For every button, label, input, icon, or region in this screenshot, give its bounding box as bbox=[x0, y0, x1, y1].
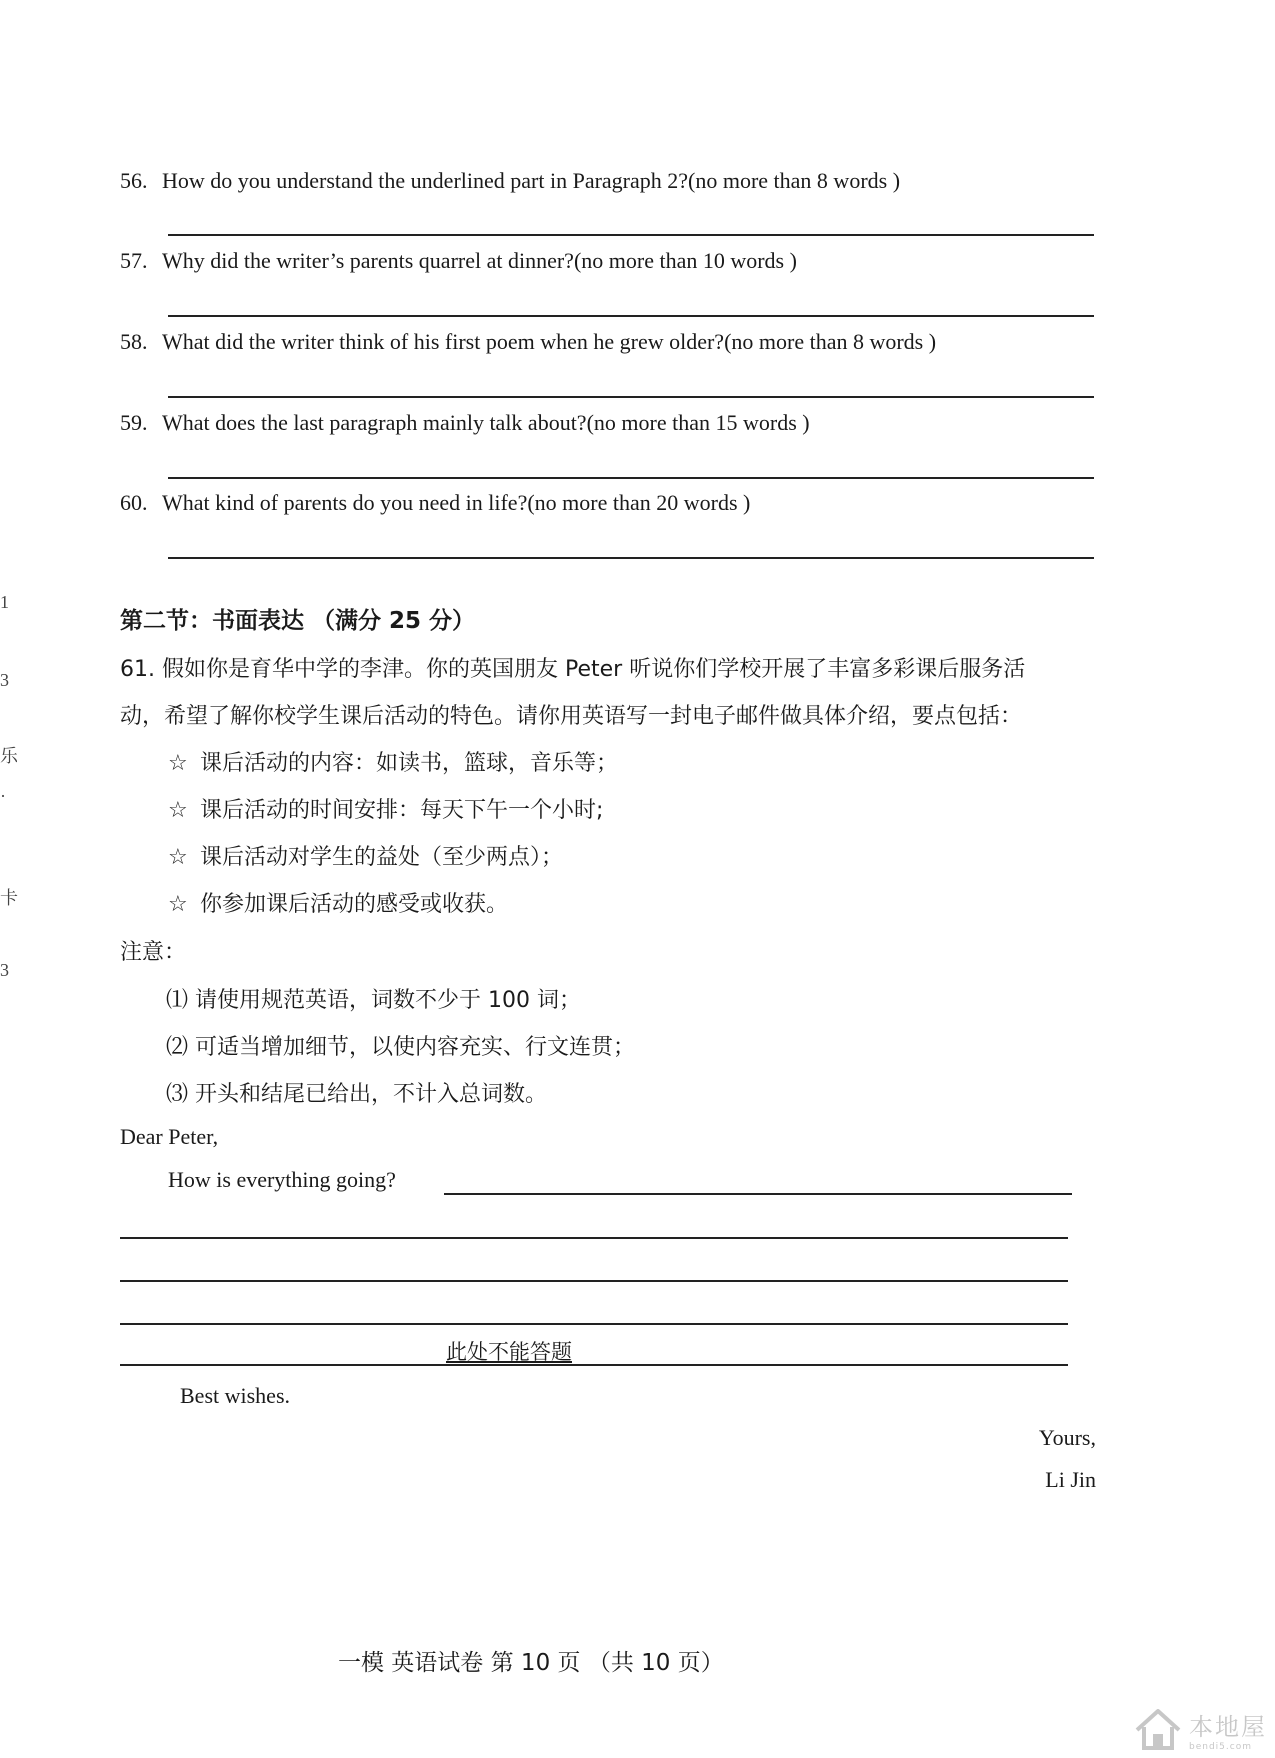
writing-line[interactable] bbox=[120, 1364, 1068, 1366]
writing-line[interactable] bbox=[120, 1323, 1068, 1325]
note-item: ⑵ 可适当增加细节，以使内容充实、行文连贯； bbox=[166, 1035, 635, 1060]
question-number: 58. bbox=[120, 329, 148, 354]
watermark-url: bendi5.com bbox=[1189, 1741, 1252, 1752]
answer-line-60[interactable] bbox=[168, 557, 1094, 559]
watermark-brand: 本地屋 bbox=[1189, 1712, 1267, 1741]
question-number: 60. bbox=[120, 490, 148, 515]
margin-mark: 3 bbox=[0, 960, 9, 980]
question-text: What did the writer think of his first poem when he grew older?(no more than 8 words ) bbox=[162, 329, 937, 354]
answer-line-56[interactable] bbox=[168, 234, 1094, 236]
question-text: Why did the writer’s parents quarrel at dinner?(no more than 10 words ) bbox=[162, 248, 797, 273]
star-icon: ☆ bbox=[168, 892, 188, 917]
star-icon: ☆ bbox=[168, 751, 188, 776]
question-number: 56. bbox=[120, 168, 148, 193]
question-57 bbox=[120, 248, 797, 274]
letter-salutation: Dear Peter, bbox=[120, 1124, 219, 1149]
answer-line-59[interactable] bbox=[168, 477, 1094, 479]
question-text: What does the last paragraph mainly talk about?(no more than 15 words ) bbox=[162, 410, 810, 435]
star-icon: ☆ bbox=[168, 798, 188, 823]
question-56 bbox=[120, 168, 900, 194]
letter-name: Li Jin bbox=[1045, 1467, 1096, 1492]
note-item: ⑴ 请使用规范英语，词数不少于 100 词； bbox=[166, 988, 581, 1013]
question-60 bbox=[120, 490, 750, 516]
margin-mark: 3 bbox=[0, 670, 9, 690]
margin-mark: 1 bbox=[0, 592, 9, 612]
question-text: How do you understand the underlined part in Paragraph 2?(no more than 8 words ) bbox=[162, 168, 901, 193]
house-logo-icon bbox=[1133, 1706, 1183, 1752]
margin-mark: 乐 bbox=[0, 746, 18, 766]
letter-closing: Best wishes. bbox=[180, 1383, 290, 1408]
question-58 bbox=[120, 329, 936, 355]
no-answer-notice: 此处不能答题 bbox=[446, 1340, 572, 1364]
letter-opening: How is everything going? bbox=[168, 1167, 396, 1192]
point-item: ☆ 课后活动的时间安排：每天下午一个小时; bbox=[168, 798, 604, 823]
answer-line-58[interactable] bbox=[168, 396, 1094, 398]
note-item: ⑶ 开头和结尾已给出，不计入总词数。 bbox=[166, 1082, 547, 1107]
margin-mark: 卡 bbox=[0, 888, 18, 908]
prompt-line-2: 动，希望了解你校学生课后活动的特色。请你用英语写一封电子邮件做具体介绍，要点包括： bbox=[120, 704, 1023, 729]
point-item: ☆ 课后活动对学生的益处（至少两点）； bbox=[168, 845, 564, 870]
margin-mark: · bbox=[0, 786, 6, 806]
watermark bbox=[1133, 1706, 1267, 1752]
notes-title: 注意： bbox=[120, 940, 187, 965]
answer-line-57[interactable] bbox=[168, 315, 1094, 317]
page-footer: 一模 英语试卷 第 10 页 （共 10 页） bbox=[338, 1650, 724, 1676]
point-item: ☆ 你参加课后活动的感受或收获。 bbox=[168, 892, 509, 917]
writing-line[interactable] bbox=[120, 1237, 1068, 1239]
writing-line[interactable] bbox=[120, 1280, 1068, 1282]
star-icon: ☆ bbox=[168, 845, 188, 870]
question-text: What kind of parents do you need in life?(no more than 20 words ) bbox=[162, 490, 751, 515]
question-number: 57. bbox=[120, 248, 148, 273]
letter-signoff: Yours, bbox=[1038, 1425, 1096, 1450]
section-heading: 第二节：书面表达 （满分 25 分） bbox=[120, 608, 476, 634]
point-item: ☆ 课后活动的内容：如读书，篮球，音乐等； bbox=[168, 751, 619, 776]
prompt-line-1: 61. 假如你是育华中学的李津。你的英国朋友 Peter 听说你们学校开展了丰富多彩课后服务活 bbox=[120, 657, 1026, 682]
question-number: 59. bbox=[120, 410, 148, 435]
writing-line[interactable] bbox=[444, 1193, 1072, 1195]
question-59 bbox=[120, 410, 810, 436]
